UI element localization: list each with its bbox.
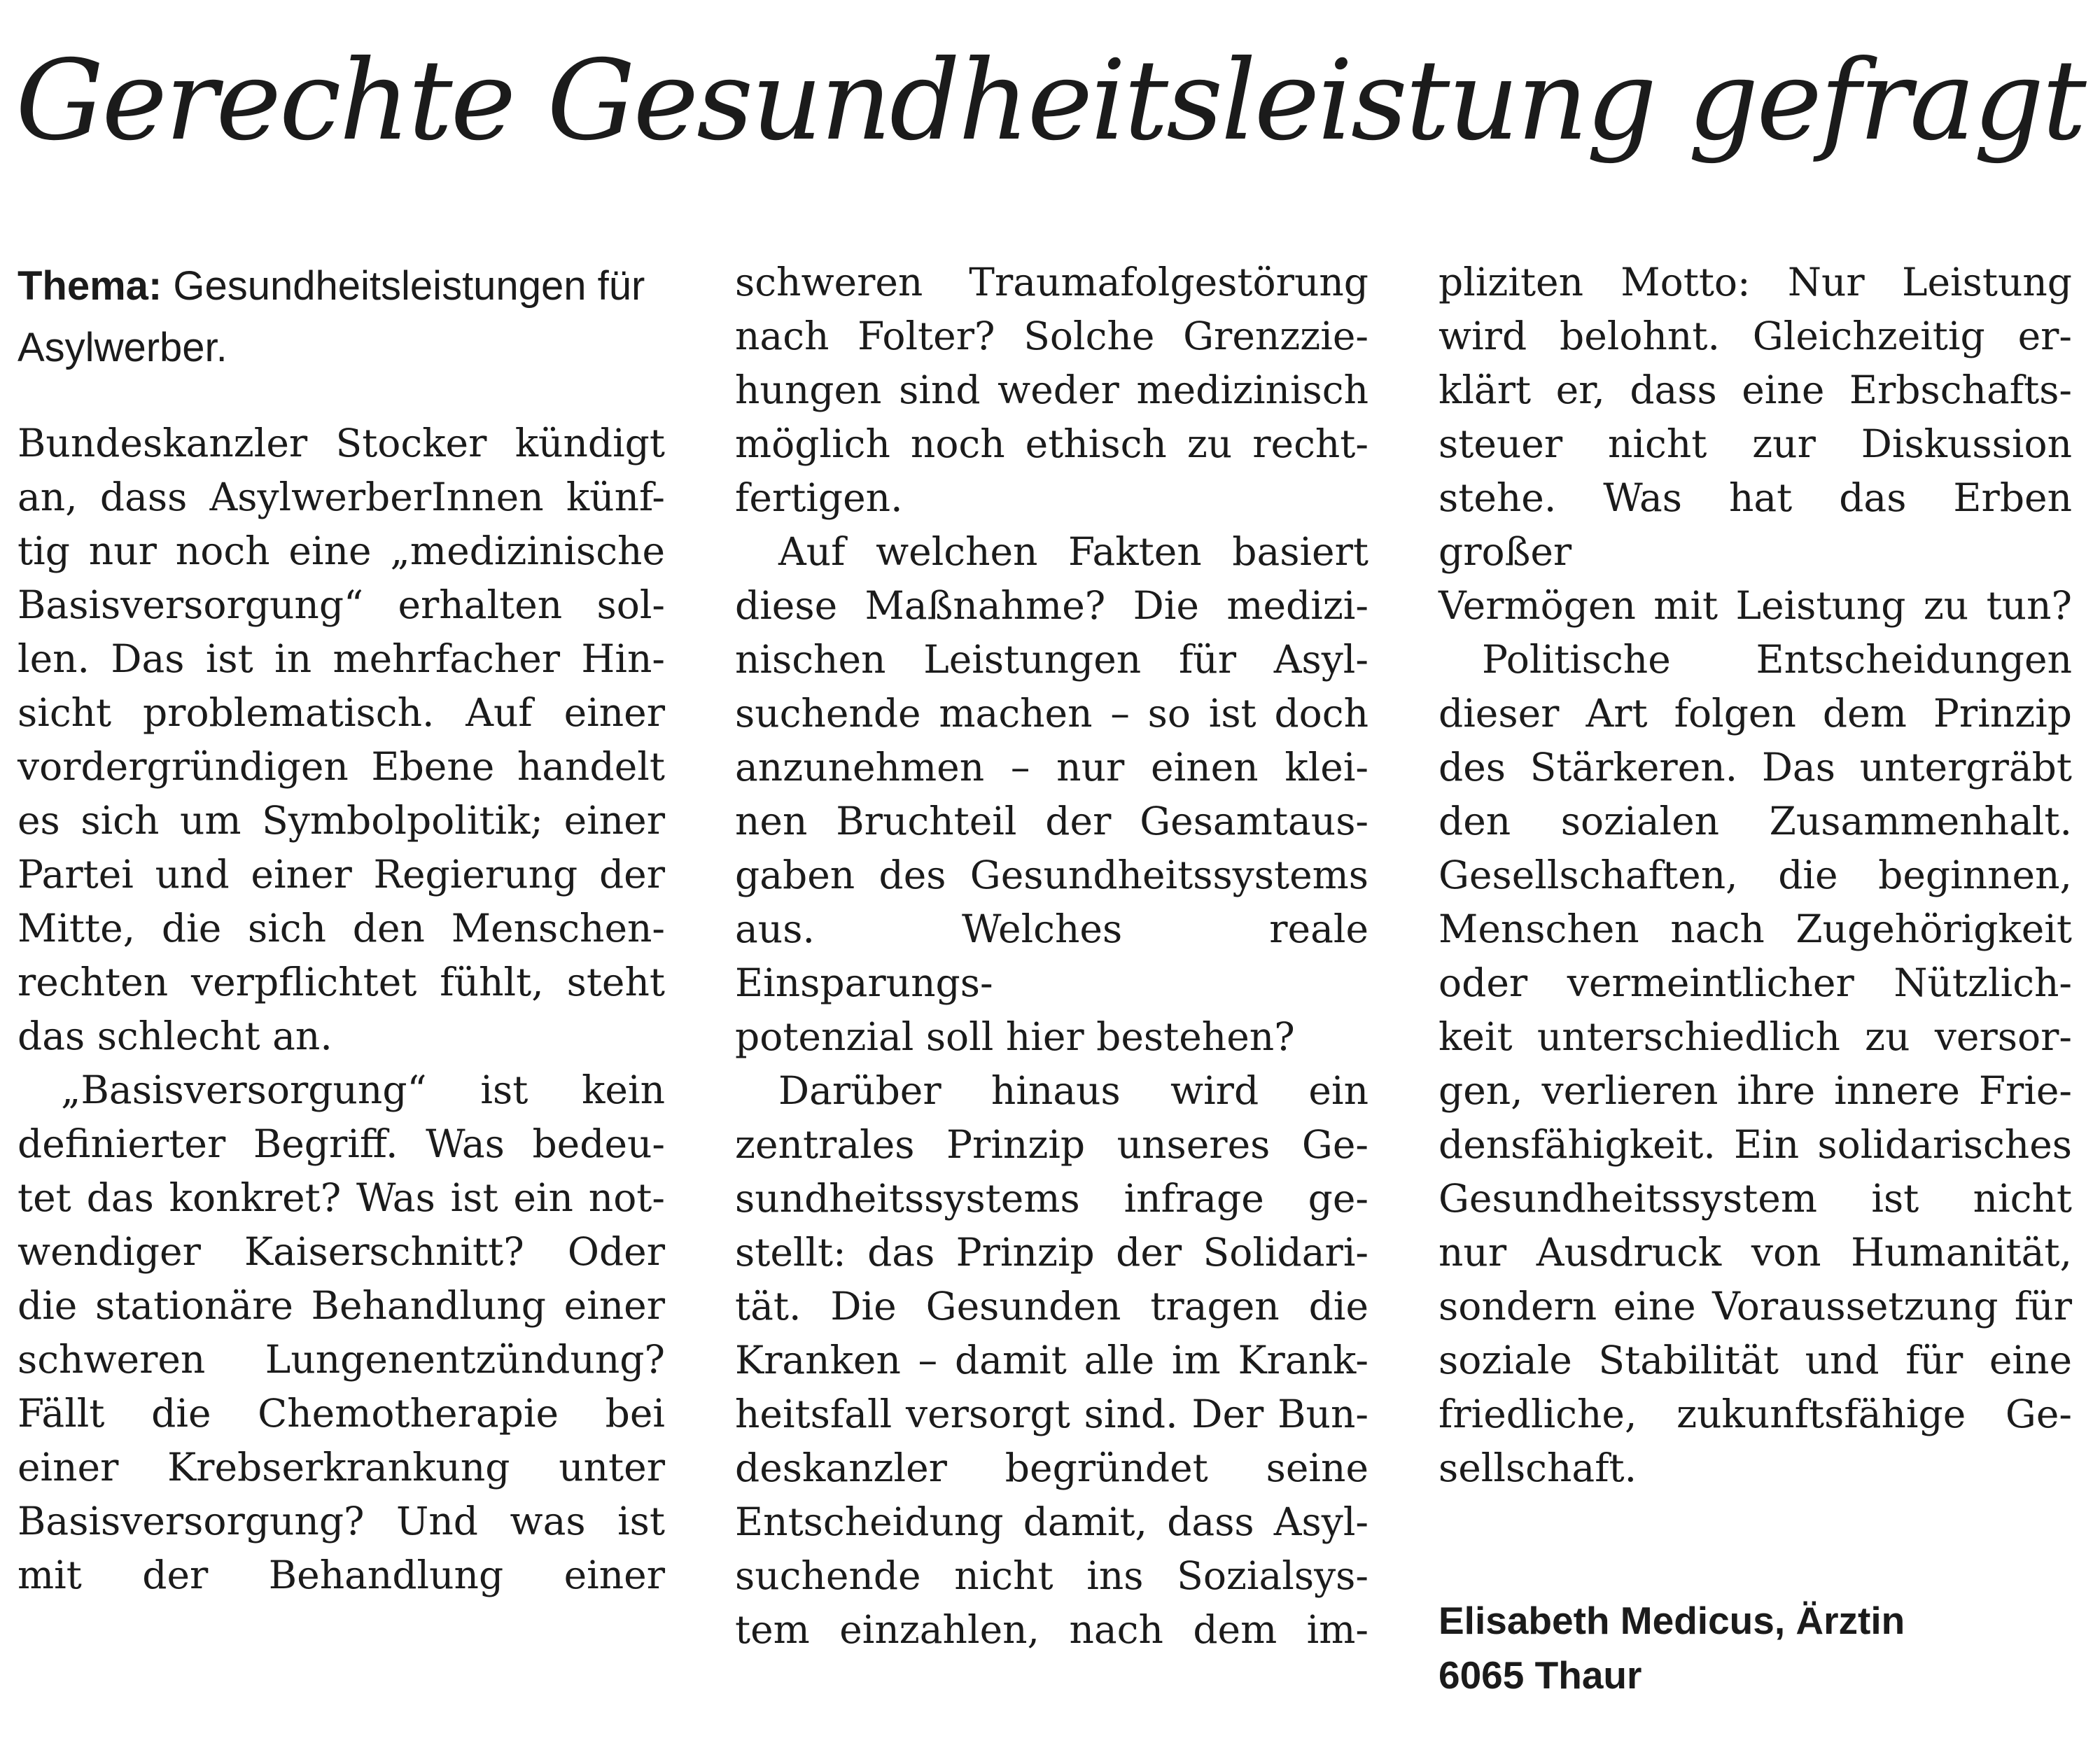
text-line: diese Maßnahme? Die medizi- bbox=[735, 583, 1368, 628]
text-line: friedliche, zukunftsfähige Ge- bbox=[1438, 1392, 2072, 1436]
signature-block bbox=[1438, 1593, 2072, 1702]
text-line: das schlecht an. bbox=[18, 1014, 332, 1058]
text-line: densfähigkeit. Ein solidarisches bbox=[1438, 1122, 2072, 1167]
text-line: aus. Welches reale Einsparungs- bbox=[735, 906, 1368, 1005]
text-line: klärt er, dass eine Erbschafts- bbox=[1438, 368, 2072, 412]
text-line: potenzial soll hier bestehen? bbox=[735, 1014, 1295, 1059]
text-line: Darüber hinaus wird ein bbox=[778, 1068, 1368, 1113]
text-line: Politische Entscheidungen bbox=[1482, 637, 2072, 682]
text-line: tem einzahlen, nach dem im- bbox=[735, 1607, 1368, 1652]
text-line: hungen sind weder medizinisch bbox=[735, 368, 1368, 412]
text-line: anzunehmen – nur einen klei- bbox=[735, 745, 1368, 790]
text-line: keit unterschiedlich zu versor- bbox=[1438, 1014, 2072, 1059]
text-line: gen, verlieren ihre innere Frie- bbox=[1438, 1068, 2072, 1113]
text-line: nischen Leistungen für Asyl- bbox=[735, 637, 1368, 682]
text-line: Menschen nach Zugehörigkeit bbox=[1438, 906, 2072, 951]
text-line: definierter Begriff. Was bedeu- bbox=[18, 1121, 665, 1166]
text-line: wendiger Kaiserschnitt? Oder bbox=[18, 1229, 665, 1274]
text-line: des Stärkeren. Das untergräbt bbox=[1438, 745, 2072, 790]
text-line: suchende machen – so ist doch bbox=[735, 691, 1368, 736]
text-line: Basisversorgung“ erhalten sol- bbox=[18, 582, 665, 627]
text-line: tet das konkret? Was ist ein not- bbox=[18, 1175, 665, 1220]
text-line: „Basisversorgung“ ist kein bbox=[61, 1068, 665, 1112]
column-2-text bbox=[735, 255, 1368, 1657]
text-line: sondern eine Voraussetzung für bbox=[1438, 1284, 2072, 1329]
text-line: Entscheidung damit, dass Asyl- bbox=[735, 1499, 1368, 1544]
text-line: deskanzler begründet seine bbox=[735, 1446, 1368, 1490]
text-line: schweren Lungenentzündung? bbox=[18, 1337, 665, 1382]
text-line: die stationäre Behandlung einer bbox=[18, 1283, 665, 1328]
text-line: sundheitssystems infrage ge- bbox=[735, 1176, 1368, 1221]
text-line: tig nur noch eine „medizinische bbox=[18, 528, 665, 573]
column-2 bbox=[735, 255, 1368, 1702]
text-line: Bundeskanzler Stocker kündigt bbox=[18, 421, 665, 465]
text-line: es sich um Symbolpolitik; einer bbox=[18, 798, 665, 843]
text-line: nur Ausdruck von Humanität, bbox=[1438, 1230, 2072, 1275]
topic-line bbox=[18, 255, 665, 379]
text-line: len. Das ist in mehrfacher Hin- bbox=[18, 636, 665, 681]
text-line: wird belohnt. Gleichzeitig er- bbox=[1438, 314, 2072, 358]
text-line: an, dass AsylwerberInnen künf- bbox=[18, 475, 665, 519]
text-line: suchende nicht ins Sozialsys- bbox=[735, 1553, 1368, 1598]
text-line: Gesundheitssystem ist nicht bbox=[1438, 1176, 2072, 1221]
column-3-text bbox=[1438, 255, 2072, 1495]
column-1 bbox=[18, 255, 665, 1702]
text-line: stehe. Was hat das Erben großer bbox=[1438, 475, 2072, 574]
text-line: Partei und einer Regierung der bbox=[18, 852, 665, 897]
text-line: dieser Art folgen dem Prinzip bbox=[1438, 691, 2072, 736]
text-line: rechten verpflichtet fühlt, steht bbox=[18, 960, 665, 1004]
text-line: soziale Stabilität und für eine bbox=[1438, 1338, 2072, 1382]
text-line: zentrales Prinzip unseres Ge- bbox=[735, 1122, 1368, 1167]
signature-name: Elisabeth Medicus, Ärztin bbox=[1438, 1599, 1905, 1642]
text-line: nach Folter? Solche Grenzzie- bbox=[735, 314, 1368, 358]
text-line: fertigen. bbox=[735, 475, 903, 520]
text-line: vordergründigen Ebene handelt bbox=[18, 744, 665, 789]
topic-label: Thema: bbox=[18, 263, 162, 309]
text-line: Mitte, die sich den Menschen- bbox=[18, 906, 665, 951]
text-line: Basisversorgung? Und was ist bbox=[18, 1499, 665, 1544]
text-line: den sozialen Zusammenhalt. bbox=[1438, 799, 2072, 844]
text-line: gaben des Gesundheitssystems bbox=[735, 853, 1368, 897]
topic-text: Gesundheitsleistungen für Asylwerber. bbox=[18, 263, 645, 370]
signature-address: 6065 Thaur bbox=[1438, 1653, 1642, 1697]
text-line: einer Krebserkrankung unter bbox=[18, 1445, 665, 1490]
text-line: nen Bruchteil der Gesamtaus- bbox=[735, 799, 1368, 844]
text-line: Auf welchen Fakten basiert bbox=[778, 529, 1368, 574]
text-line: möglich noch ethisch zu recht- bbox=[735, 421, 1368, 466]
text-line: oder vermeintlicher Nützlich- bbox=[1438, 960, 2072, 1005]
article-body bbox=[18, 255, 2072, 1702]
text-line: Fällt die Chemotherapie bei bbox=[18, 1391, 665, 1436]
column-1-text bbox=[18, 416, 665, 1602]
text-line: steuer nicht zur Diskussion bbox=[1438, 421, 2072, 466]
text-line: schweren Traumafolgestörung bbox=[735, 260, 1368, 304]
text-line: stellt: das Prinzip der Solidari- bbox=[735, 1230, 1368, 1275]
text-line: tät. Die Gesunden tragen die bbox=[735, 1284, 1368, 1329]
column-3 bbox=[1438, 255, 2072, 1702]
text-line: Gesellschaften, die beginnen, bbox=[1438, 853, 2072, 897]
article-headline: Gerechte Gesundheitsleistung gefragt bbox=[15, 36, 2085, 165]
text-line: heitsfall versorgt sind. Der Bun- bbox=[735, 1392, 1368, 1436]
text-line: sicht problematisch. Auf einer bbox=[18, 690, 665, 735]
text-line: Kranken – damit alle im Krank- bbox=[735, 1338, 1368, 1382]
text-line: sellschaft. bbox=[1438, 1446, 1637, 1490]
text-line: Vermögen mit Leistung zu tun? bbox=[1438, 583, 2072, 628]
text-line: pliziten Motto: Nur Leistung bbox=[1438, 260, 2072, 304]
text-line: mit der Behandlung einer bbox=[18, 1553, 665, 1597]
